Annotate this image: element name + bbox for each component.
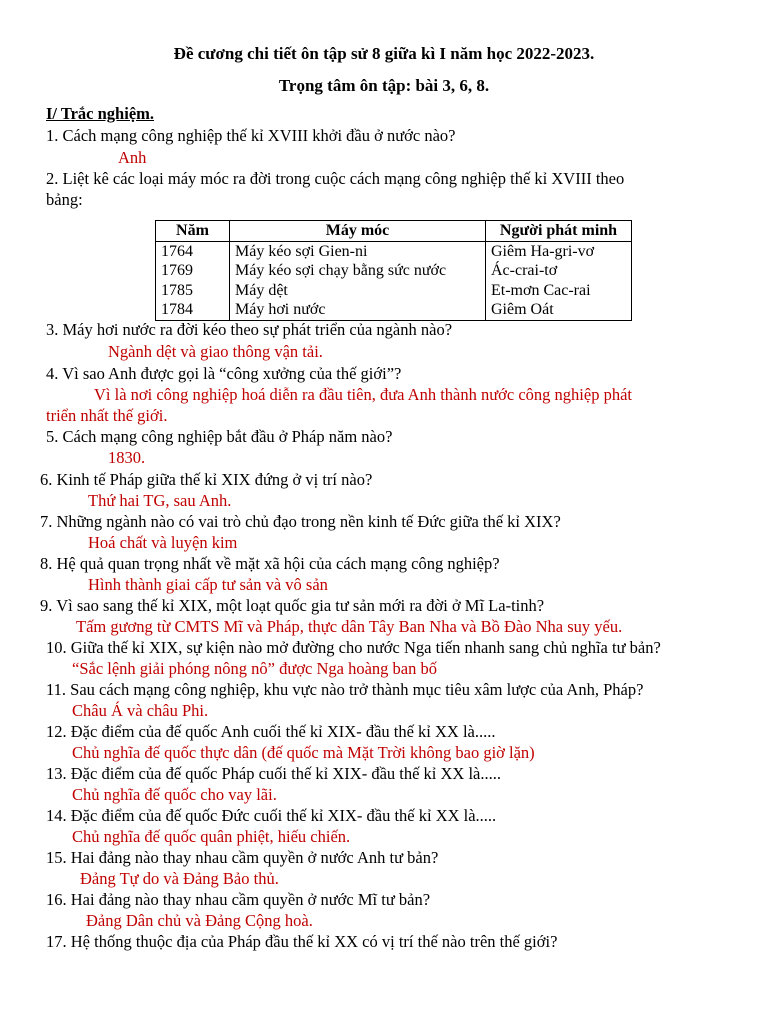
cell-machine: Máy hơi nước — [230, 300, 486, 320]
table-row — [156, 241, 632, 261]
answer-6: Thứ hai TG, sau Anh. — [88, 491, 232, 510]
cell-year: 1785 — [156, 281, 230, 301]
answer-12: Chủ nghĩa đế quốc thực dân (đế quốc mà Mặt Trời không bao giờ lặn) — [72, 743, 535, 762]
header-machine: Máy móc — [230, 221, 486, 242]
question-17: 17. Hệ thống thuộc địa của Pháp đầu thế kỉ XX có vị trí thế nào trên thế giới? — [46, 932, 558, 951]
answer-11: Châu Á và châu Phi. — [72, 701, 209, 720]
answer-10: “Sắc lệnh giải phóng nông nô” được Nga hoàng ban bố — [72, 659, 437, 678]
cell-inventor: Giêm Oát — [486, 300, 632, 320]
question-13: 13. Đặc điểm của đế quốc Pháp cuối thế kỉ XIX- đầu thế kỉ XX là..... — [46, 764, 501, 783]
answer-1: Anh — [118, 148, 147, 167]
question-2-line1: 2. Liệt kê các loại máy móc ra đời trong cuộc cách mạng công nghiệp thế kỉ XVIII theo — [46, 169, 625, 188]
question-3: 3. Máy hơi nước ra đời kéo theo sự phát triển của ngành nào? — [46, 320, 453, 339]
table-row — [156, 261, 632, 281]
question-15: 15. Hai đảng nào thay nhau cầm quyền ở nước Anh tư bản? — [46, 848, 439, 867]
cell-inventor: Et-mơn Cac-rai — [486, 281, 632, 301]
question-11: 11. Sau cách mạng công nghiệp, khu vực nào trở thành mục tiêu xâm lược của Anh, Pháp? — [46, 680, 644, 699]
cell-year: 1764 — [156, 241, 230, 261]
table-row — [156, 281, 632, 301]
answer-14: Chủ nghĩa đế quốc quân phiệt, hiếu chiến. — [72, 827, 351, 846]
table-row — [156, 300, 632, 320]
cell-machine: Máy dệt — [230, 281, 486, 301]
question-7: 7. Những ngành nào có vai trò chủ đạo trong nền kinh tế Đức giữa thế kỉ XIX? — [40, 512, 561, 531]
document-subtitle: Trọng tâm ôn tập: bài 3, 6, 8. — [278, 76, 490, 95]
answer-15: Đảng Tự do và Đảng Bảo thủ. — [80, 869, 279, 888]
answer-13: Chủ nghĩa đế quốc cho vay lãi. — [72, 785, 277, 804]
question-5: 5. Cách mạng công nghiệp bắt đầu ở Pháp năm nào? — [46, 427, 393, 446]
question-8: 8. Hệ quả quan trọng nhất về mặt xã hội của cách mạng công nghiệp? — [40, 554, 500, 573]
section-heading: I/ Trắc nghiệm. — [46, 104, 155, 123]
header-year: Năm — [156, 221, 230, 242]
answer-5: 1830. — [108, 448, 146, 467]
answer-16: Đảng Dân chủ và Đảng Cộng hoà. — [86, 911, 313, 930]
question-16: 16. Hai đảng nào thay nhau cầm quyền ở nước Mĩ tư bản? — [46, 890, 431, 909]
question-2-line2: bảng: — [46, 190, 83, 209]
answer-9: Tấm gương từ CMTS Mĩ và Pháp, thực dân Tây Ban Nha và Bồ Đào Nha suy yếu. — [76, 617, 623, 636]
header-inventor: Người phát minh — [486, 221, 632, 242]
question-1: 1. Cách mạng công nghiệp thế kỉ XVIII khởi đầu ở nước nào? — [46, 126, 456, 145]
answer-4-line1: Vì là nơi công nghiệp hoá diễn ra đầu tiên, đưa Anh thành nước công nghiệp phát — [94, 385, 632, 404]
cell-inventor: Ác-crai-tơ — [486, 261, 632, 281]
cell-inventor: Giêm Ha-gri-vơ — [486, 241, 632, 261]
cell-year: 1784 — [156, 300, 230, 320]
question-9: 9. Vì sao sang thế kỉ XIX, một loạt quốc gia tư sản mới ra đời ở Mĩ La-tinh? — [40, 596, 545, 615]
answer-4-line2: triển nhất thế giới. — [46, 406, 168, 425]
cell-machine: Máy kéo sợi chạy bằng sức nước — [230, 261, 486, 281]
answer-7: Hoá chất và luyện kim — [88, 533, 238, 552]
question-4: 4. Vì sao Anh được gọi là “công xưởng của thế giới”? — [46, 364, 402, 383]
inventions-table — [155, 220, 632, 321]
cell-machine: Máy kéo sợi Gien-ni — [230, 241, 486, 261]
document-title: Đề cương chi tiết ôn tập sử 8 giữa kì I năm học 2022-2023. — [173, 44, 595, 63]
question-14: 14. Đặc điểm của đế quốc Đức cuối thế kỉ XIX- đầu thế kỉ XX là..... — [46, 806, 497, 825]
question-10: 10. Giữa thế kỉ XIX, sự kiện nào mở đường cho nước Nga tiến nhanh sang chủ nghĩa tư bản? — [46, 638, 661, 657]
answer-3: Ngành dệt và giao thông vận tải. — [108, 342, 323, 361]
question-12: 12. Đặc điểm của đế quốc Anh cuối thế kỉ XIX- đầu thế kỉ XX là..... — [46, 722, 496, 741]
question-6: 6. Kinh tế Pháp giữa thế kỉ XIX đứng ở vị trí nào? — [40, 470, 373, 489]
cell-year: 1769 — [156, 261, 230, 281]
table-header-row — [156, 221, 632, 242]
answer-8: Hình thành giai cấp tư sản và vô sản — [88, 575, 328, 594]
